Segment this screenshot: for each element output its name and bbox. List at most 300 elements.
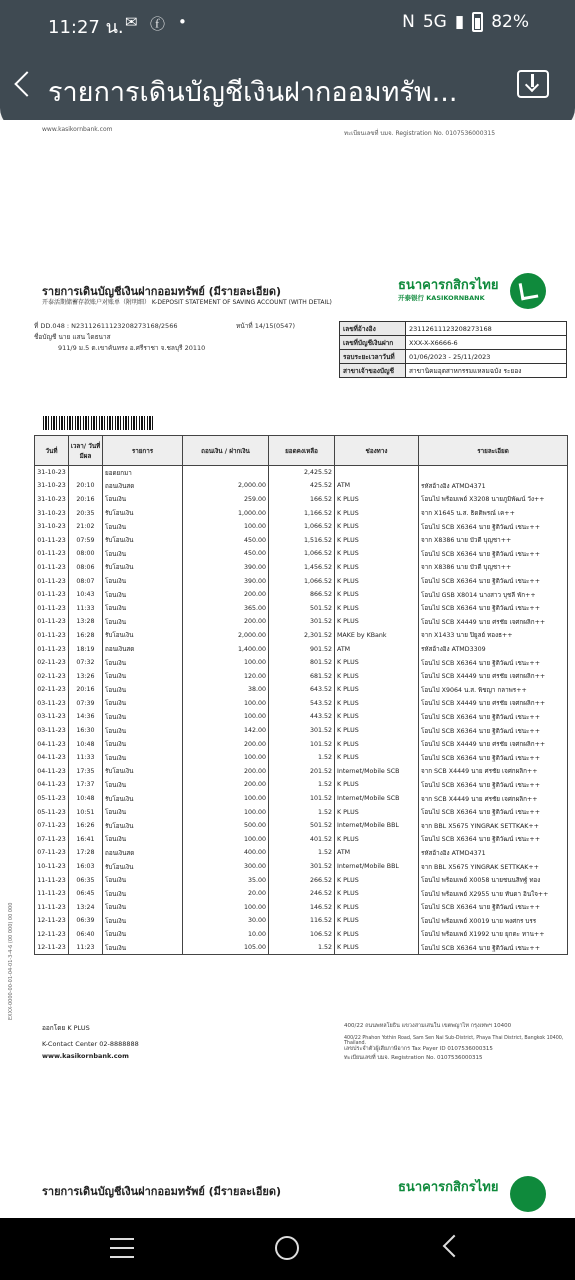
cell-amount: 100.00 — [183, 710, 269, 724]
nav-back-button[interactable] — [443, 1235, 466, 1258]
cell-type: ถอนเงินสด — [103, 642, 183, 656]
cell-detail: จาก X8386 นาย บัวดี บุญชา++ — [419, 533, 568, 547]
cell-date: 12-11-23 — [35, 941, 69, 955]
cell-type: โอนเงิน — [103, 887, 183, 901]
cell-channel: K PLUS — [335, 941, 419, 955]
cell-date: 01-11-23 — [35, 547, 69, 561]
cell-time: 06:45 — [69, 887, 103, 901]
footer-registration: ทะเบียนเลขที่ บมจ. Registration No. 0107536000315 — [344, 1055, 483, 1061]
cell-type: โอนเงิน — [103, 928, 183, 942]
cell-date: 02-11-23 — [35, 669, 69, 683]
table-row — [35, 805, 568, 819]
cell-channel: Internet/Mobile BBL — [335, 860, 419, 874]
cell-type: รับโอนเงิน — [103, 860, 183, 874]
home-button[interactable] — [275, 1236, 299, 1260]
cell-channel: ATM — [335, 846, 419, 860]
cell-balance: 2,301.52 — [269, 629, 335, 643]
cell-amount: 200.00 — [183, 588, 269, 602]
account-address: 911/9 ม.5 ต.เขาคันทรง อ.ศรีราชา จ.ชลบุรี 20110 — [58, 344, 206, 352]
cell-amount: 2,000.00 — [183, 629, 269, 643]
cell-detail: โอนไป SCB X6364 นาย ฐิติวัฒน์ เชนะ++ — [419, 601, 568, 615]
cell-date: 11-11-23 — [35, 873, 69, 887]
cell-channel: K PLUS — [335, 615, 419, 629]
barcode — [43, 416, 153, 430]
cell-date: 31-10-23 — [35, 479, 69, 493]
cell-channel: K PLUS — [335, 547, 419, 561]
cell-date: 12-11-23 — [35, 914, 69, 928]
cell-balance: 146.52 — [269, 901, 335, 915]
table-row — [35, 860, 568, 874]
table-header-row — [35, 436, 568, 466]
table-row — [35, 724, 568, 738]
cell-date: 01-11-23 — [35, 588, 69, 602]
cell-balance: 1,066.52 — [269, 574, 335, 588]
table-row — [35, 792, 568, 806]
cell-type: โอนเงิน — [103, 669, 183, 683]
cell-detail: จาก BBL X5675 YINGRAK SETTKAK++ — [419, 860, 568, 874]
status-bar — [0, 0, 575, 48]
cell-balance: 543.52 — [269, 697, 335, 711]
account-name: ชื่อบัญชี นาย แสน ไดธนาส — [34, 333, 111, 341]
table-row — [35, 642, 568, 656]
cell-channel: Internet/Mobile SCB — [335, 792, 419, 806]
cell-time: 13:28 — [69, 615, 103, 629]
footer-url: www.kasikornbank.com — [42, 1052, 129, 1060]
cell-detail: โอนไป SCB X6364 นาย ฐิติวัฒน์ เชนะ++ — [419, 941, 568, 955]
cell-type: โอนเงิน — [103, 588, 183, 602]
cell-channel: K PLUS — [335, 656, 419, 670]
table-row — [35, 683, 568, 697]
cell-channel: Internet/Mobile BBL — [335, 819, 419, 833]
table-row — [35, 629, 568, 643]
cell-amount: 100.00 — [183, 656, 269, 670]
cell-date: 31-10-23 — [35, 520, 69, 534]
col-channel: ช่องทาง — [335, 436, 419, 466]
facebook-icon: ⓕ — [150, 15, 166, 33]
cell-detail: รหัสอ้างอิง ATMD4371 — [419, 846, 568, 860]
cell-type: โอนเงิน — [103, 601, 183, 615]
cell-date: 04-11-23 — [35, 737, 69, 751]
cell-balance: 681.52 — [269, 669, 335, 683]
cell-type: โอนเงิน — [103, 833, 183, 847]
cell-type: โอนเงิน — [103, 873, 183, 887]
cell-amount: 38.00 — [183, 683, 269, 697]
cell-type: โอนเงิน — [103, 547, 183, 561]
info-value: 231126111232082731​68 — [406, 322, 567, 336]
table-row — [35, 873, 568, 887]
cell-time: 17:37 — [69, 778, 103, 792]
cell-balance: 901.52 — [269, 642, 335, 656]
cell-time: 13:24 — [69, 901, 103, 915]
cell-date: 07-11-23 — [35, 833, 69, 847]
cell-detail: จาก X8386 นาย บัวดี บุญชา++ — [419, 561, 568, 575]
header-registration: ทะเบียนเลขที่ บมจ. Registration No. 0107536000315 — [344, 130, 496, 137]
cell-type: โอนเงิน — [103, 751, 183, 765]
next-page-logo-icon — [510, 1176, 546, 1212]
table-row — [35, 751, 568, 765]
pdf-page[interactable] — [0, 120, 575, 1220]
info-label: สาขาเจ้าของบัญชี — [340, 364, 406, 378]
app-title: รายการเดินบัญชีเงินฝากออมทรัพ... — [48, 77, 458, 108]
cell-channel: K PLUS — [335, 493, 419, 507]
cell-channel: K PLUS — [335, 683, 419, 697]
cell-detail: โอนไป SCB X6364 นาย ฐิติวัฒน์ เชนะ++ — [419, 547, 568, 561]
cell-balance: 106.52 — [269, 928, 335, 942]
cell-channel: K PLUS — [335, 520, 419, 534]
table-row — [35, 887, 568, 901]
cell-channel: K PLUS — [335, 533, 419, 547]
cell-detail: โอนไป SCB X6364 นาย ฐิติวัฒน์ เชนะ++ — [419, 778, 568, 792]
cell-type: รับโอนเงิน — [103, 533, 183, 547]
cell-date: 07-11-23 — [35, 819, 69, 833]
cell-channel: ATM — [335, 642, 419, 656]
cell-balance: 1,066.52 — [269, 520, 335, 534]
cell-time: 10:51 — [69, 805, 103, 819]
cell-detail: โอนไป GSB X8014 นางสาว บุชลี พัก++ — [419, 588, 568, 602]
cell-type: โอนเงิน — [103, 697, 183, 711]
cell-type: โอนเงิน — [103, 778, 183, 792]
cell-time: 10:43 — [69, 588, 103, 602]
cell-balance: 1.52 — [269, 778, 335, 792]
cell-time: 08:00 — [69, 547, 103, 561]
col-balance: ยอดคงเหลือ — [269, 436, 335, 466]
table-row — [35, 479, 568, 493]
cell-balance: 301.52 — [269, 615, 335, 629]
page-number: หน้าที่ 14/15(0547) — [236, 322, 296, 330]
transaction-table — [34, 435, 568, 955]
cell-channel: Internet/Mobile SCB — [335, 765, 419, 779]
cell-date: 11-11-23 — [35, 901, 69, 915]
cell-time: 08:07 — [69, 574, 103, 588]
cell-time: 06:39 — [69, 914, 103, 928]
cell-balance: 1.52 — [269, 846, 335, 860]
cell-date: 03-11-23 — [35, 710, 69, 724]
cell-time: 11:33 — [69, 751, 103, 765]
cell-detail: จาก SCB X4449 นาย ศรชัย เจศกผลิก++ — [419, 765, 568, 779]
cell-amount: 390.00 — [183, 574, 269, 588]
cell-amount: 500.00 — [183, 819, 269, 833]
cell-balance: 116.52 — [269, 914, 335, 928]
cell-type: รับโอนเงิน — [103, 629, 183, 643]
cell-balance: 501.52 — [269, 819, 335, 833]
messenger-icon: ✉ — [125, 13, 138, 31]
cell-time: 16:28 — [69, 629, 103, 643]
cell-channel: K PLUS — [335, 901, 419, 915]
cell-time: 20:10 — [69, 479, 103, 493]
top-bar — [0, 0, 575, 130]
cell-date: 07-11-23 — [35, 846, 69, 860]
network-label: 5G — [422, 12, 447, 32]
cell-amount: 120.00 — [183, 669, 269, 683]
cell-detail: โอนไป SCB X6364 นาย ฐิติวัฒน์ เชนะ++ — [419, 751, 568, 765]
cell-date: 04-11-23 — [35, 765, 69, 779]
table-row — [35, 493, 568, 507]
battery-icon — [472, 12, 483, 32]
cell-type: โอนเงิน — [103, 683, 183, 697]
cell-detail: โอนไป SCB X6364 นาย ฐิติวัฒน์ เชนะ++ — [419, 901, 568, 915]
cell-detail: โอนไป SCB X6364 นาย ฐิติวัฒน์ เชนะ++ — [419, 833, 568, 847]
cell-type: รับโอนเงิน — [103, 561, 183, 575]
cell-date: 01-11-23 — [35, 574, 69, 588]
cell-amount: 1,400.00 — [183, 642, 269, 656]
cell-amount: 2,000.00 — [183, 479, 269, 493]
cell-detail: โอนไป SCB X4449 นาย ศรชัย เจศกผลิก++ — [419, 697, 568, 711]
cell-detail — [419, 466, 568, 480]
cell-type: โอนเงิน — [103, 914, 183, 928]
cell-type: ถอนเงินสด — [103, 479, 183, 493]
cell-balance: 166.52 — [269, 493, 335, 507]
cell-date: 31-10-23 — [35, 493, 69, 507]
cell-amount: 35.00 — [183, 873, 269, 887]
next-page-bank: ธนาคารกสิกรไทย — [398, 1180, 499, 1195]
table-row — [35, 928, 568, 942]
table-row — [35, 710, 568, 724]
table-row — [35, 533, 568, 547]
cell-detail: โอนไป SCB X6364 นาย ฐิติวัฒน์ เชนะ++ — [419, 724, 568, 738]
cell-channel: MAKE by KBank — [335, 629, 419, 643]
cell-channel: K PLUS — [335, 561, 419, 575]
cell-type: รับโอนเงิน — [103, 792, 183, 806]
cell-amount: 300.00 — [183, 860, 269, 874]
cell-type: โอนเงิน — [103, 520, 183, 534]
header-url: www.kasikornbank.com — [42, 126, 113, 133]
cell-detail: จาก BBL X5675 YINGRAK SETTKAK++ — [419, 819, 568, 833]
cell-type: โอนเงิน — [103, 615, 183, 629]
cell-balance: 101.52 — [269, 737, 335, 751]
cell-date: 10-11-23 — [35, 860, 69, 874]
cell-date: 04-11-23 — [35, 778, 69, 792]
footer-address-en: 400/22 Phahon Yothin Road, Sam Sen Nai Sub-District, Phaya Thai District, Bangkok 10400, Thailand. — [344, 1036, 564, 1046]
cell-time: 21:02 — [69, 520, 103, 534]
cell-channel: ATM — [335, 479, 419, 493]
table-row — [35, 901, 568, 915]
cell-amount: 200.00 — [183, 737, 269, 751]
cell-detail: โอนไป พร้อมเพย์ X1992 นาย ยุกตะ ทาน++ — [419, 928, 568, 942]
col-time: เวลา/ วันที่มีผล — [69, 436, 103, 466]
cell-balance: 201.52 — [269, 765, 335, 779]
cell-date: 31-10-23 — [35, 466, 69, 480]
cell-time: 17:35 — [69, 765, 103, 779]
cell-balance: 1,066.52 — [269, 547, 335, 561]
cell-detail: รหัสอ้างอิง ATMD4371 — [419, 479, 568, 493]
cell-balance: 301.52 — [269, 724, 335, 738]
cell-type: โอนเงิน — [103, 710, 183, 724]
kbank-logo-icon — [510, 273, 546, 309]
cell-time: 16:26 — [69, 819, 103, 833]
cell-balance: 643.52 — [269, 683, 335, 697]
cell-channel: K PLUS — [335, 724, 419, 738]
cell-detail: โอนไป พร้อมเพย์ X0019 นาย พงศกร บรร — [419, 914, 568, 928]
cell-channel: K PLUS — [335, 737, 419, 751]
cell-time: 13:26 — [69, 669, 103, 683]
cell-amount: 100.00 — [183, 901, 269, 915]
account-info-table — [339, 321, 567, 378]
cell-balance: 866.52 — [269, 588, 335, 602]
cell-balance: 401.52 — [269, 833, 335, 847]
cell-date: 02-11-23 — [35, 683, 69, 697]
footer-contact: K-Contact Center 02-8888888 — [42, 1040, 139, 1048]
cell-detail: โอนไป SCB X4449 นาย ศรชัย เจศกผลิก++ — [419, 615, 568, 629]
cell-time: 18:19 — [69, 642, 103, 656]
cell-date: 01-11-23 — [35, 642, 69, 656]
cell-type: โอนเงิน — [103, 656, 183, 670]
cell-channel: K PLUS — [335, 601, 419, 615]
cell-type: โอนเงิน — [103, 941, 183, 955]
cell-date: 03-11-23 — [35, 724, 69, 738]
col-detail: รายละเอียด — [419, 436, 568, 466]
cell-detail: โอนไป พร้อมเพย์ X0058 นายชนนสิทฐ์ ทอง — [419, 873, 568, 887]
cell-type: รับโอนเงิน — [103, 819, 183, 833]
table-row — [35, 601, 568, 615]
cell-balance: 425.52 — [269, 479, 335, 493]
cell-type: โอนเงิน — [103, 901, 183, 915]
back-button[interactable] — [12, 70, 34, 100]
cell-amount — [183, 466, 269, 480]
cell-amount: 200.00 — [183, 778, 269, 792]
table-row — [35, 520, 568, 534]
cell-balance: 1,516.52 — [269, 533, 335, 547]
app-bar — [0, 60, 575, 120]
cell-detail: โอนไป X9064 น.ส. พิชญา กลาพร++ — [419, 683, 568, 697]
table-row — [35, 914, 568, 928]
col-amount: ถอนเงิน / ฝากเงิน — [183, 436, 269, 466]
cell-balance: 301.52 — [269, 860, 335, 874]
cell-balance: 1,456.52 — [269, 561, 335, 575]
cell-balance: 443.52 — [269, 710, 335, 724]
cell-date: 12-11-23 — [35, 928, 69, 942]
cell-channel: K PLUS — [335, 928, 419, 942]
footer-issued-by: ออกโดย K PLUS — [42, 1024, 90, 1032]
cell-detail: จาก X1433 นาย ปิยูลย์ ทองธ++ — [419, 629, 568, 643]
cell-amount: 100.00 — [183, 833, 269, 847]
col-date: วันที่ — [35, 436, 69, 466]
cell-amount: 20.00 — [183, 887, 269, 901]
cell-time: 16:41 — [69, 833, 103, 847]
table-row — [35, 574, 568, 588]
table-row — [35, 941, 568, 955]
cell-amount: 400.00 — [183, 846, 269, 860]
table-row — [35, 506, 568, 520]
cell-time: 06:40 — [69, 928, 103, 942]
cell-balance: 1,166.52 — [269, 506, 335, 520]
table-row — [35, 737, 568, 751]
cell-amount: 100.00 — [183, 751, 269, 765]
cell-detail: โอนไป พร้อมเพย์ X3208 นายภูมิพัฒน์ วัง++ — [419, 493, 568, 507]
table-row — [35, 547, 568, 561]
cell-amount: 390.00 — [183, 561, 269, 575]
cell-channel: K PLUS — [335, 833, 419, 847]
cell-detail: โอนไป SCB X6364 นาย ฐิติวัฒน์ เชนะ++ — [419, 656, 568, 670]
recents-button[interactable] — [110, 1238, 134, 1258]
cell-channel: K PLUS — [335, 710, 419, 724]
side-code: EXXX-0000-00-01-04-01-3-4-6 (00 000) 00 000 — [8, 902, 14, 1020]
cell-amount: 10.00 — [183, 928, 269, 942]
cell-channel: K PLUS — [335, 697, 419, 711]
cell-channel: K PLUS — [335, 574, 419, 588]
cell-balance: 1.52 — [269, 751, 335, 765]
cell-time: 07:32 — [69, 656, 103, 670]
cell-date: 01-11-23 — [35, 561, 69, 575]
cell-detail: โอนไป SCB X6364 นาย ฐิติวัฒน์ เชนะ++ — [419, 574, 568, 588]
cell-amount: 200.00 — [183, 765, 269, 779]
cell-balance: 1.52 — [269, 941, 335, 955]
cell-date: 03-11-23 — [35, 697, 69, 711]
cell-amount: 100.00 — [183, 805, 269, 819]
info-value: 01/06/2023 - 25/11/2023 — [406, 350, 567, 364]
download-button[interactable] — [517, 70, 549, 98]
cell-amount: 100.00 — [183, 520, 269, 534]
cell-amount: 450.00 — [183, 547, 269, 561]
cell-time: 06:35 — [69, 873, 103, 887]
cell-date: 01-11-23 — [35, 533, 69, 547]
cell-date: 01-11-23 — [35, 601, 69, 615]
cell-channel: K PLUS — [335, 669, 419, 683]
cell-channel: K PLUS — [335, 805, 419, 819]
cell-detail: โอนไป SCB X4449 นาย ศรชัย เจศกผลิก++ — [419, 669, 568, 683]
cell-detail: จาก X1645 น.ส. ธิดติพรณ์ เค++ — [419, 506, 568, 520]
cell-time: 08:06 — [69, 561, 103, 575]
battery-level: 82% — [491, 12, 529, 32]
cell-time: 20:35 — [69, 506, 103, 520]
cell-detail: โอนไป พร้อมเพย์ X2955 นาย ทันดา อินใจ++ — [419, 887, 568, 901]
cell-amount: 105.00 — [183, 941, 269, 955]
cell-type: โอนเงิน — [103, 805, 183, 819]
footer-tax-id: เลขประจำตัวผู้เสียภาษีอากร Tax Payer ID 0107536000315 — [344, 1046, 493, 1052]
table-row — [35, 656, 568, 670]
nfc-icon: N — [402, 12, 415, 32]
cell-date: 01-11-23 — [35, 629, 69, 643]
next-page-title: รายการเดินบัญชีเงินฝากออมทรัพย์ (มีรายละเอียด) — [42, 1185, 282, 1198]
table-row — [35, 819, 568, 833]
statement-title: รายการเดินบัญชีเงินฝากออมทรัพย์ (มีรายละเอียด) — [42, 285, 282, 298]
cell-type: โอนเงิน — [103, 737, 183, 751]
bank-name: ธนาคารกสิกรไทย — [398, 278, 499, 293]
table-row — [35, 778, 568, 792]
cell-balance: 101.52 — [269, 792, 335, 806]
cell-amount: 450.00 — [183, 533, 269, 547]
table-row — [35, 846, 568, 860]
cell-time: 07:39 — [69, 697, 103, 711]
cell-channel: K PLUS — [335, 506, 419, 520]
table-row — [35, 765, 568, 779]
doc-number: ที่ DD.048 : N231126111232082731​68/2566 — [34, 322, 178, 330]
cell-amount: 142.00 — [183, 724, 269, 738]
cell-time: 10:48 — [69, 737, 103, 751]
cell-balance: 1.52 — [269, 805, 335, 819]
dot-icon: • — [178, 13, 187, 31]
cell-amount: 200.00 — [183, 615, 269, 629]
table-row — [35, 466, 568, 480]
bank-name-en: 开泰银行 KASIKORNBANK — [398, 294, 485, 302]
cell-time: 11:33 — [69, 601, 103, 615]
cell-type: ถอนเงินสด — [103, 846, 183, 860]
cell-channel: K PLUS — [335, 873, 419, 887]
cell-time: 14:36 — [69, 710, 103, 724]
info-label: เลขที่อ้างอิง — [340, 322, 406, 336]
cell-balance: 801.52 — [269, 656, 335, 670]
nav-bar — [0, 1218, 575, 1280]
cell-date: 11-11-23 — [35, 887, 69, 901]
cell-type: โอนเงิน — [103, 574, 183, 588]
status-right — [402, 12, 529, 32]
cell-time: 16:03 — [69, 860, 103, 874]
cell-balance: 266.52 — [269, 873, 335, 887]
table-row — [35, 697, 568, 711]
cell-date: 05-11-23 — [35, 792, 69, 806]
cell-detail: โอนไป SCB X6364 นาย ฐิติวัฒน์ เชนะ++ — [419, 520, 568, 534]
cell-amount: 30.00 — [183, 914, 269, 928]
cell-time: 20:16 — [69, 493, 103, 507]
